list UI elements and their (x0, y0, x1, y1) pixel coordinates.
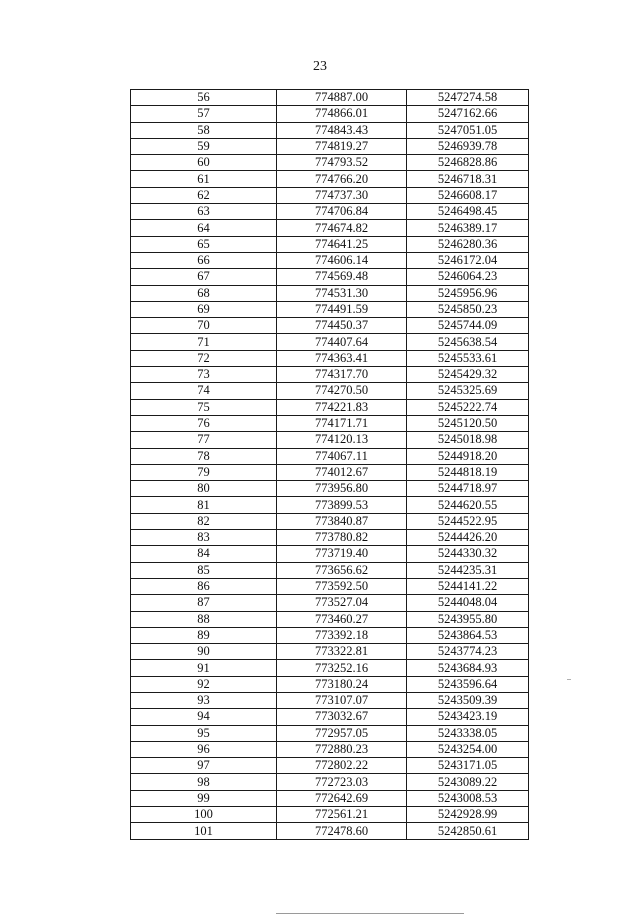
x-coordinate-cell: 774531.30 (277, 285, 407, 301)
y-coordinate-cell: 5246608.17 (407, 187, 529, 203)
point-number-cell: 87 (131, 595, 277, 611)
point-number-cell: 99 (131, 790, 277, 806)
x-coordinate-cell: 774866.01 (277, 106, 407, 122)
y-coordinate-cell: 5243089.22 (407, 774, 529, 790)
point-number-cell: 56 (131, 90, 277, 106)
point-number-cell: 79 (131, 464, 277, 480)
y-coordinate-cell: 5243864.53 (407, 627, 529, 643)
table-row (131, 692, 529, 708)
y-coordinate-cell: 5245429.32 (407, 367, 529, 383)
table-row (131, 367, 529, 383)
point-number-cell: 76 (131, 415, 277, 431)
x-coordinate-cell: 774270.50 (277, 383, 407, 399)
y-coordinate-cell: 5244330.32 (407, 546, 529, 562)
x-coordinate-cell: 772478.60 (277, 823, 407, 839)
x-coordinate-cell: 772880.23 (277, 741, 407, 757)
x-coordinate-cell: 774674.82 (277, 220, 407, 236)
table-row (131, 758, 529, 774)
x-coordinate-cell: 773180.24 (277, 676, 407, 692)
point-number-cell: 68 (131, 285, 277, 301)
point-number-cell: 85 (131, 562, 277, 578)
y-coordinate-cell: 5245744.09 (407, 318, 529, 334)
point-number-cell: 72 (131, 350, 277, 366)
x-coordinate-cell: 774819.27 (277, 138, 407, 154)
point-number-cell: 67 (131, 269, 277, 285)
point-number-cell: 92 (131, 676, 277, 692)
y-coordinate-cell: 5243596.64 (407, 676, 529, 692)
y-coordinate-cell: 5247162.66 (407, 106, 529, 122)
point-number-cell: 71 (131, 334, 277, 350)
table-row (131, 318, 529, 334)
y-coordinate-cell: 5246939.78 (407, 138, 529, 154)
x-coordinate-cell: 774706.84 (277, 204, 407, 220)
point-number-cell: 89 (131, 627, 277, 643)
y-coordinate-cell: 5244235.31 (407, 562, 529, 578)
table-row (131, 334, 529, 350)
point-number-cell: 83 (131, 530, 277, 546)
y-coordinate-cell: 5246172.04 (407, 252, 529, 268)
point-number-cell: 66 (131, 252, 277, 268)
point-number-cell: 57 (131, 106, 277, 122)
x-coordinate-cell: 774843.43 (277, 122, 407, 138)
x-coordinate-cell: 774317.70 (277, 367, 407, 383)
table-row (131, 497, 529, 513)
table-row (131, 774, 529, 790)
table-row (131, 546, 529, 562)
x-coordinate-cell: 774641.25 (277, 236, 407, 252)
x-coordinate-cell: 772957.05 (277, 725, 407, 741)
y-coordinate-cell: 5245120.50 (407, 415, 529, 431)
y-coordinate-cell: 5246280.36 (407, 236, 529, 252)
table-row (131, 432, 529, 448)
point-number-cell: 69 (131, 301, 277, 317)
table-row (131, 269, 529, 285)
x-coordinate-cell: 773592.50 (277, 578, 407, 594)
coordinates-table-body (131, 90, 529, 840)
point-number-cell: 94 (131, 709, 277, 725)
y-coordinate-cell: 5245850.23 (407, 301, 529, 317)
x-coordinate-cell: 774221.83 (277, 399, 407, 415)
point-number-cell: 77 (131, 432, 277, 448)
table-row (131, 122, 529, 138)
table-row (131, 171, 529, 187)
y-coordinate-cell: 5242928.99 (407, 807, 529, 823)
x-coordinate-cell: 774793.52 (277, 155, 407, 171)
point-number-cell: 95 (131, 725, 277, 741)
table-row (131, 383, 529, 399)
y-coordinate-cell: 5242850.61 (407, 823, 529, 839)
x-coordinate-cell: 774766.20 (277, 171, 407, 187)
x-coordinate-cell: 774606.14 (277, 252, 407, 268)
x-coordinate-cell: 773840.87 (277, 513, 407, 529)
x-coordinate-cell: 774012.67 (277, 464, 407, 480)
y-coordinate-cell: 5245638.54 (407, 334, 529, 350)
table-row (131, 725, 529, 741)
y-coordinate-cell: 5243171.05 (407, 758, 529, 774)
table-row (131, 448, 529, 464)
table-row (131, 285, 529, 301)
y-coordinate-cell: 5243509.39 (407, 692, 529, 708)
x-coordinate-cell: 773899.53 (277, 497, 407, 513)
x-coordinate-cell: 773780.82 (277, 530, 407, 546)
y-coordinate-cell: 5247051.05 (407, 122, 529, 138)
x-coordinate-cell: 774491.59 (277, 301, 407, 317)
point-number-cell: 82 (131, 513, 277, 529)
table-row (131, 709, 529, 725)
x-coordinate-cell: 774067.11 (277, 448, 407, 464)
table-row (131, 807, 529, 823)
x-coordinate-cell: 774120.13 (277, 432, 407, 448)
table-row (131, 611, 529, 627)
y-coordinate-cell: 5243008.53 (407, 790, 529, 806)
x-coordinate-cell: 773956.80 (277, 481, 407, 497)
y-coordinate-cell: 5245533.61 (407, 350, 529, 366)
table-row (131, 627, 529, 643)
y-coordinate-cell: 5244620.55 (407, 497, 529, 513)
point-number-cell: 61 (131, 171, 277, 187)
table-row (131, 676, 529, 692)
table-row (131, 464, 529, 480)
y-coordinate-cell: 5246064.23 (407, 269, 529, 285)
x-coordinate-cell: 773460.27 (277, 611, 407, 627)
x-coordinate-cell: 773032.67 (277, 709, 407, 725)
x-coordinate-cell: 772561.21 (277, 807, 407, 823)
x-coordinate-cell: 773322.81 (277, 644, 407, 660)
y-coordinate-cell: 5244818.19 (407, 464, 529, 480)
table-row (131, 578, 529, 594)
y-coordinate-cell: 5243423.19 (407, 709, 529, 725)
y-coordinate-cell: 5244426.20 (407, 530, 529, 546)
table-row (131, 562, 529, 578)
x-coordinate-cell: 772723.03 (277, 774, 407, 790)
y-coordinate-cell: 5245956.96 (407, 285, 529, 301)
table-row (131, 644, 529, 660)
x-coordinate-cell: 773656.62 (277, 562, 407, 578)
table-row (131, 660, 529, 676)
y-coordinate-cell: 5243338.05 (407, 725, 529, 741)
table-row (131, 90, 529, 106)
point-number-cell: 100 (131, 807, 277, 823)
point-number-cell: 84 (131, 546, 277, 562)
table-row (131, 204, 529, 220)
point-number-cell: 80 (131, 481, 277, 497)
x-coordinate-cell: 772802.22 (277, 758, 407, 774)
y-coordinate-cell: 5245325.69 (407, 383, 529, 399)
y-coordinate-cell: 5244048.04 (407, 595, 529, 611)
point-number-cell: 97 (131, 758, 277, 774)
table-row (131, 106, 529, 122)
table-row (131, 301, 529, 317)
y-coordinate-cell: 5243955.80 (407, 611, 529, 627)
table-row (131, 741, 529, 757)
x-coordinate-cell: 774407.64 (277, 334, 407, 350)
x-coordinate-cell: 773252.16 (277, 660, 407, 676)
point-number-cell: 65 (131, 236, 277, 252)
point-number-cell: 90 (131, 644, 277, 660)
y-coordinate-cell: 5245222.74 (407, 399, 529, 415)
y-coordinate-cell: 5246828.86 (407, 155, 529, 171)
point-number-cell: 74 (131, 383, 277, 399)
point-number-cell: 96 (131, 741, 277, 757)
point-number-cell: 59 (131, 138, 277, 154)
y-coordinate-cell: 5244718.97 (407, 481, 529, 497)
y-coordinate-cell: 5246498.45 (407, 204, 529, 220)
y-coordinate-cell: 5246389.17 (407, 220, 529, 236)
table-row (131, 513, 529, 529)
table-row (131, 415, 529, 431)
table-row (131, 481, 529, 497)
point-number-cell: 98 (131, 774, 277, 790)
point-number-cell: 58 (131, 122, 277, 138)
point-number-cell: 101 (131, 823, 277, 839)
x-coordinate-cell: 773719.40 (277, 546, 407, 562)
point-number-cell: 60 (131, 155, 277, 171)
point-number-cell: 63 (131, 204, 277, 220)
table-row (131, 399, 529, 415)
point-number-cell: 62 (131, 187, 277, 203)
x-coordinate-cell: 774737.30 (277, 187, 407, 203)
table-row (131, 236, 529, 252)
point-number-cell: 75 (131, 399, 277, 415)
x-coordinate-cell: 773392.18 (277, 627, 407, 643)
y-coordinate-cell: 5244918.20 (407, 448, 529, 464)
bottom-rule (276, 913, 464, 914)
x-coordinate-cell: 773107.07 (277, 692, 407, 708)
table-row (131, 350, 529, 366)
point-number-cell: 86 (131, 578, 277, 594)
table-row (131, 155, 529, 171)
margin-mark (567, 679, 571, 680)
table-row (131, 790, 529, 806)
y-coordinate-cell: 5243254.00 (407, 741, 529, 757)
point-number-cell: 81 (131, 497, 277, 513)
x-coordinate-cell: 772642.69 (277, 790, 407, 806)
coordinates-table (130, 89, 529, 840)
page-number: 23 (313, 59, 327, 74)
table-row (131, 595, 529, 611)
point-number-cell: 73 (131, 367, 277, 383)
y-coordinate-cell: 5244522.95 (407, 513, 529, 529)
table-row (131, 823, 529, 839)
y-coordinate-cell: 5244141.22 (407, 578, 529, 594)
table-row (131, 252, 529, 268)
x-coordinate-cell: 773527.04 (277, 595, 407, 611)
table-row (131, 220, 529, 236)
point-number-cell: 78 (131, 448, 277, 464)
point-number-cell: 64 (131, 220, 277, 236)
point-number-cell: 93 (131, 692, 277, 708)
x-coordinate-cell: 774363.41 (277, 350, 407, 366)
y-coordinate-cell: 5247274.58 (407, 90, 529, 106)
y-coordinate-cell: 5243774.23 (407, 644, 529, 660)
table-row (131, 530, 529, 546)
x-coordinate-cell: 774450.37 (277, 318, 407, 334)
x-coordinate-cell: 774887.00 (277, 90, 407, 106)
point-number-cell: 91 (131, 660, 277, 676)
table-row (131, 187, 529, 203)
point-number-cell: 88 (131, 611, 277, 627)
y-coordinate-cell: 5245018.98 (407, 432, 529, 448)
x-coordinate-cell: 774171.71 (277, 415, 407, 431)
x-coordinate-cell: 774569.48 (277, 269, 407, 285)
point-number-cell: 70 (131, 318, 277, 334)
table-row (131, 138, 529, 154)
y-coordinate-cell: 5243684.93 (407, 660, 529, 676)
y-coordinate-cell: 5246718.31 (407, 171, 529, 187)
